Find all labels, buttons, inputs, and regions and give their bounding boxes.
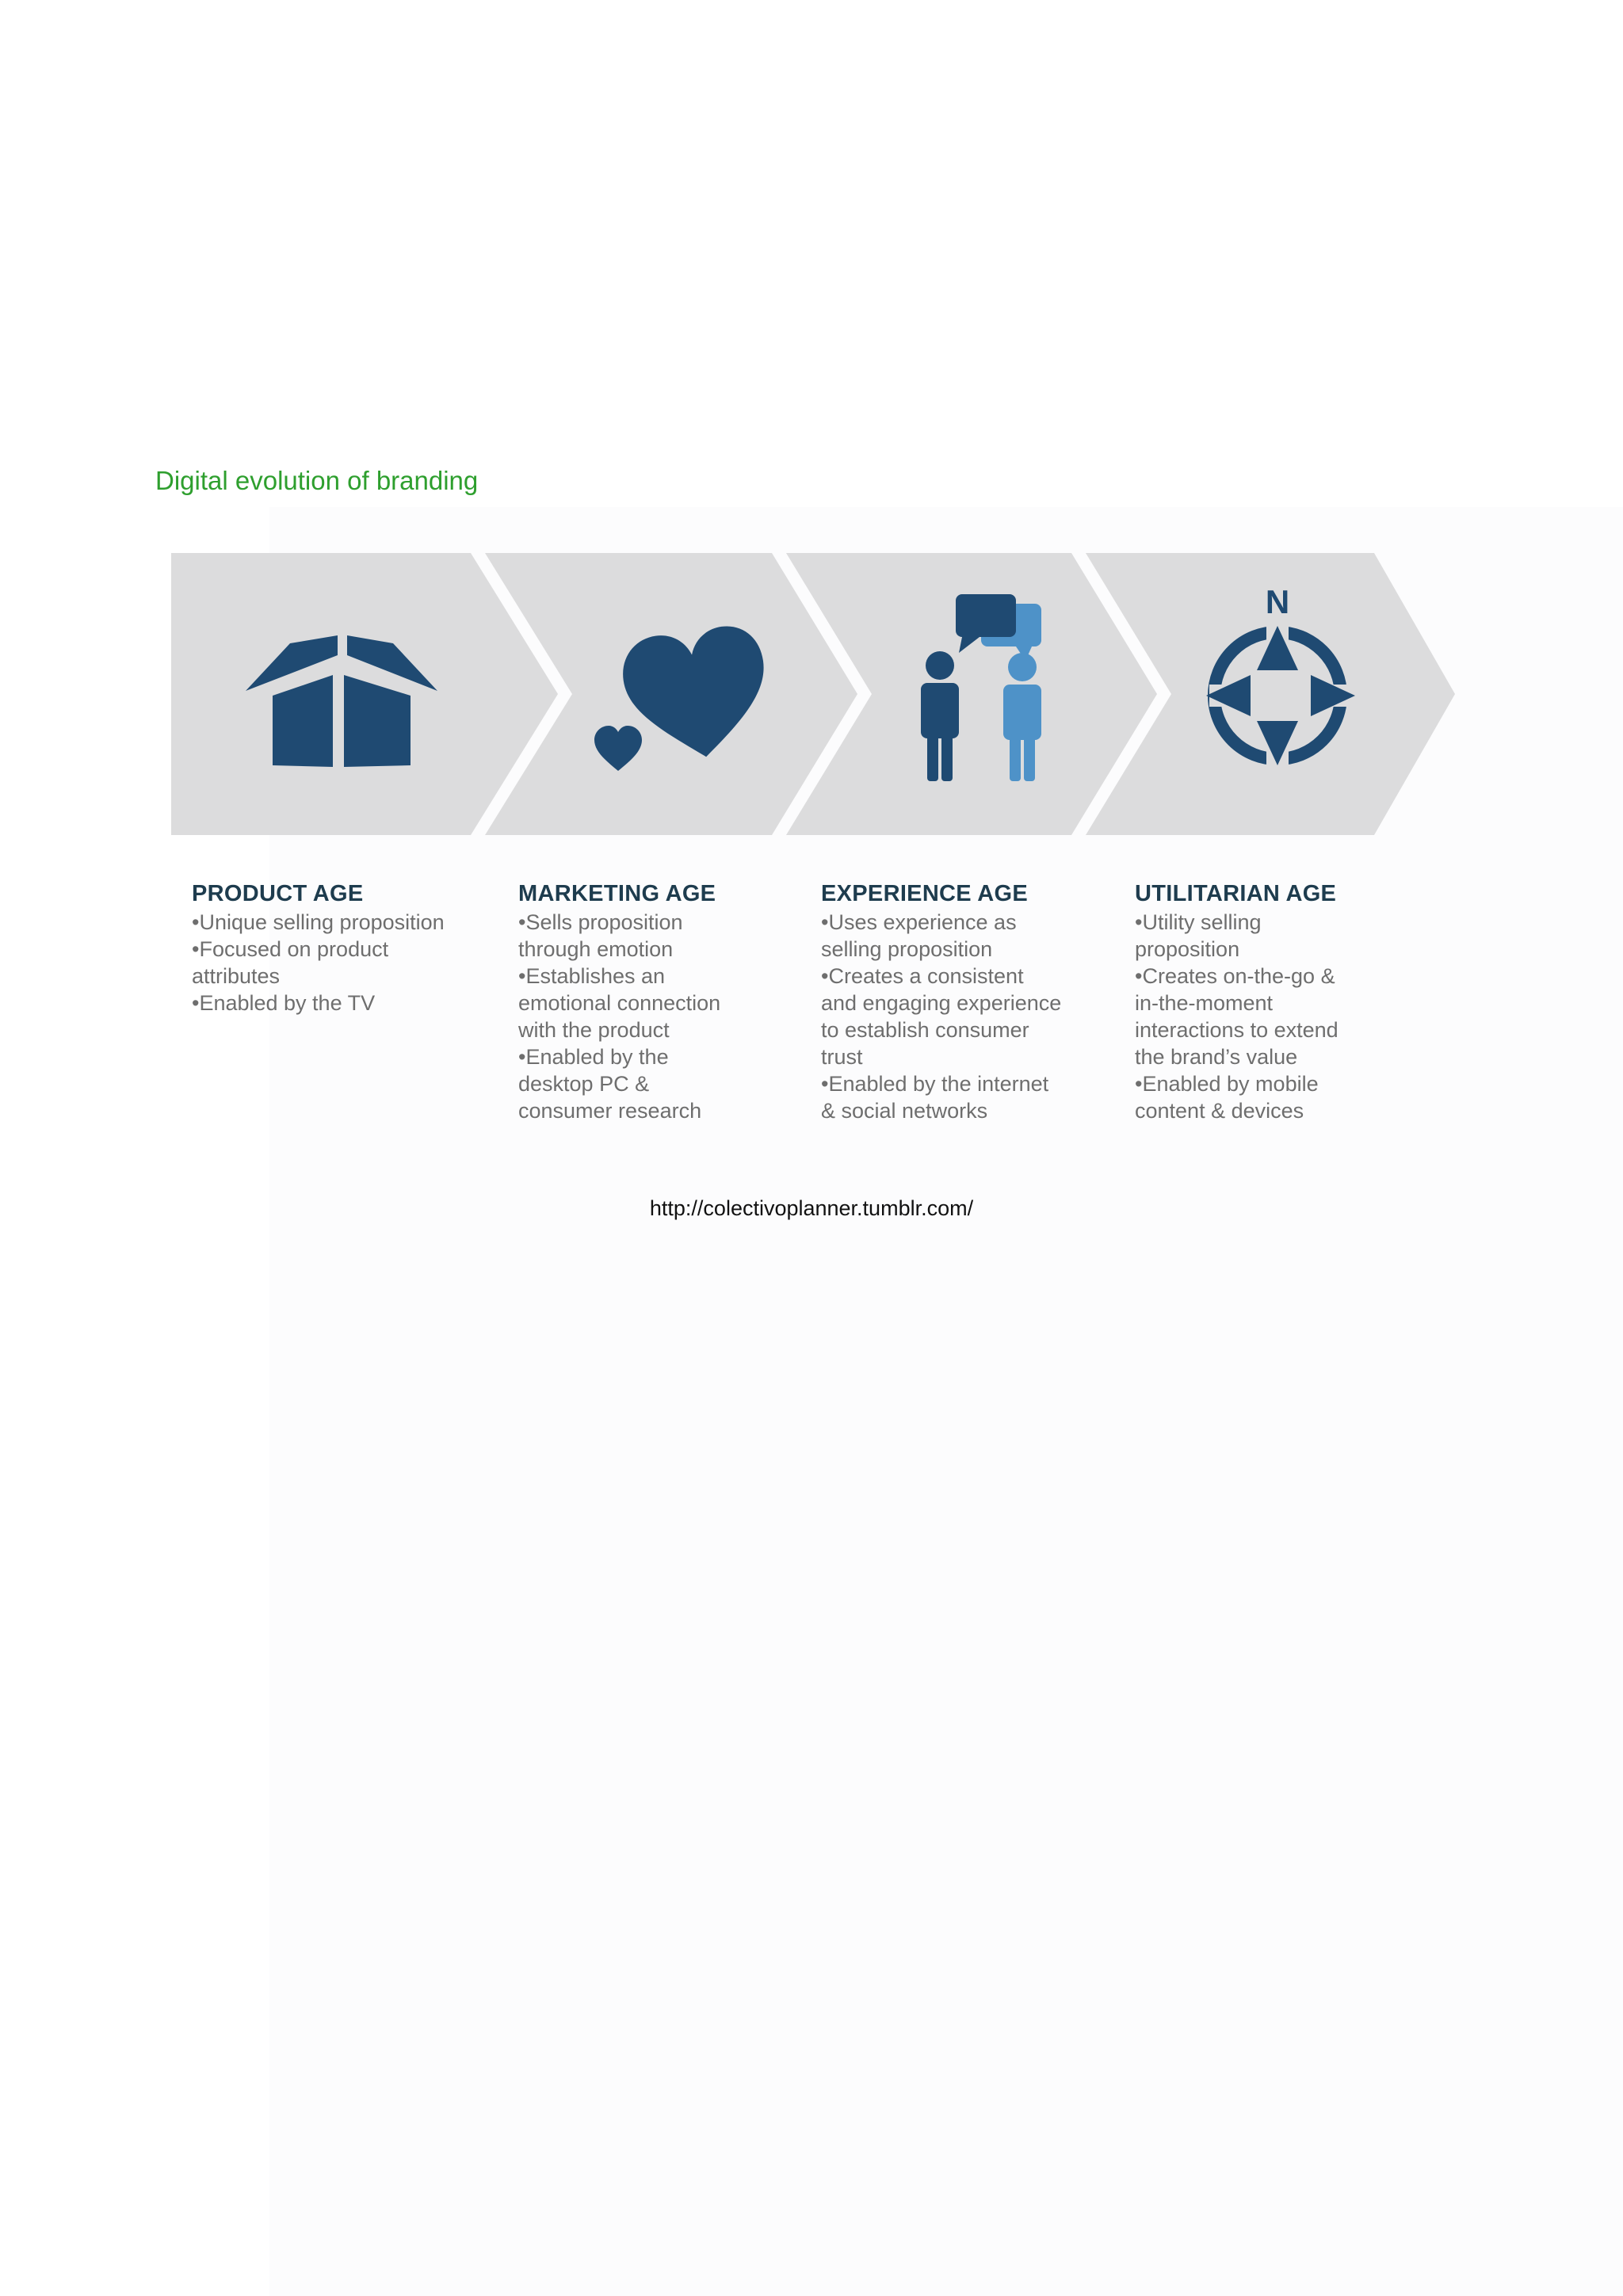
box-icon <box>246 635 437 769</box>
page-heading: Digital evolution of branding <box>155 466 479 495</box>
age-title: EXPERIENCE AGE <box>821 881 1028 906</box>
compass-icon <box>1198 582 1365 780</box>
people-conversation-icon <box>905 594 1079 784</box>
hearts-icon <box>594 623 777 781</box>
age-description: •Sells proposition through emotion •Establishes an emotional connection with the product •Enabled by the desktop PC & consumer research <box>518 910 721 1123</box>
age-title: UTILITARIAN AGE <box>1135 881 1337 906</box>
age-column-product <box>192 879 493 1016</box>
age-description: •Unique selling proposition •Focused on product attributes •Enabled by the TV <box>192 910 445 1015</box>
age-description: •Utility selling proposition •Creates on-the-go & in-the-moment interactions to extend the brand’s value •Enabled by mobile content & devices <box>1135 910 1338 1123</box>
age-title: MARKETING AGE <box>518 881 716 906</box>
age-column-experience <box>821 879 1122 1124</box>
evolution-banner <box>171 553 1455 835</box>
age-column-marketing <box>518 879 819 1124</box>
age-description: •Uses experience as selling proposition •Creates a consistent and engaging experience to establish consumer trust •Enabled by the internet & social networks <box>821 910 1062 1123</box>
compass-north-label: N <box>1265 583 1290 620</box>
age-column-utilitarian <box>1135 879 1436 1124</box>
source-url: http://colectivoplanner.tumblr.com/ <box>649 1196 974 1220</box>
age-title: PRODUCT AGE <box>192 881 364 906</box>
